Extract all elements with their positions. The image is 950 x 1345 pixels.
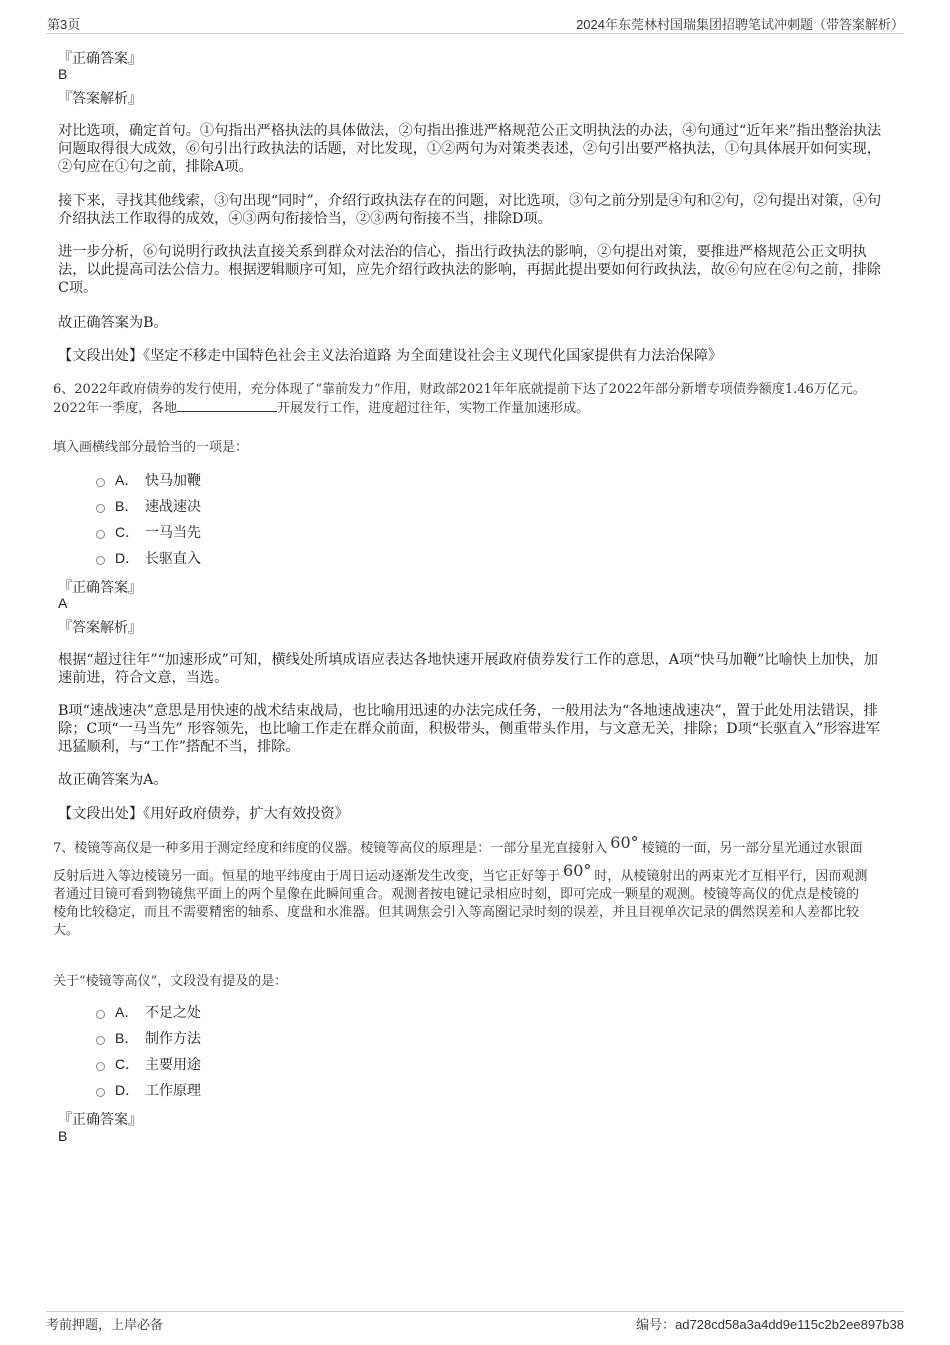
question-text-line: 7、棱镜等高仪是一种多用于测定经度和纬度的仪器。棱镜等高仪的原理是：一部分星光直接射入 60° 棱镜的一面，另一部分星光通过水银面 bbox=[53, 833, 863, 856]
analysis-label: 『答案解析』 bbox=[58, 620, 142, 636]
analysis-conclusion: 故正确答案为A。 bbox=[58, 772, 168, 788]
source-citation: 【文段出处】《用好政府债券，扩大有效投资》 bbox=[58, 806, 349, 822]
option-d[interactable]: D． 工作原理 bbox=[96, 1080, 201, 1100]
question-6-text bbox=[53, 381, 913, 418]
radio-button[interactable] bbox=[96, 1036, 105, 1045]
option-d[interactable]: D． 长驱直入 bbox=[96, 548, 201, 568]
question-text-line: 棱角比较稳定，而且不需要精密的轴系、度盘和水准器。但其调焦会引入等高圈记录时刻的误差，并且目视单次记录的偶然误差和人差都比较 bbox=[53, 905, 860, 920]
analysis-paragraph: 对比选项，确定首句。①句指出严格执法的具体做法，②句指出推进严格规范公正文明执法的办法，④句通过“近年来”指出整治执法问题取得很大成效，⑥句引出行政执法的话题，对比发现，①②两句为对策类表述，②句引出要严格执法，①句具体展开如何实现，②句应在①句之前，排除A项。 bbox=[58, 123, 882, 175]
fill-blank bbox=[177, 399, 277, 412]
document-title: 2024年东莞林村国瑞集团招聘笔试冲刺题（带答案解析） bbox=[576, 17, 904, 32]
analysis-paragraph: 进一步分析，⑥句说明行政执法直接关系到群众对法治的信心，指出行政执法的影响，②句提出对策，要推进严格规范公正文明执法，以此提高司法公信力。根据逻辑顺序可知，应先介绍行政执法的影响，再据此提出要如何行政执法，故⑥句应在②句之前，排除C项。 bbox=[58, 244, 881, 296]
option-a[interactable]: A． 不足之处 bbox=[96, 1002, 201, 1022]
question-text-line: 者通过目镜可看到物镜焦平面上的两个星像在此瞬间重合。观测者按电键记录相应时刻，即可完成一颗星的观测。棱镜等高仪的优点是棱镜的 bbox=[53, 887, 860, 902]
question-prompt: 填入画横线部分最恰当的一项是： bbox=[53, 440, 249, 455]
page-number: 第3页 bbox=[47, 17, 81, 32]
question-text-line: 反射后进入等边棱镜另一面。恒星的地平纬度由于周日运动逐渐发生改变，当它正好等于 60° 时，从棱镜射出的两束光才互相平行，因而观测 bbox=[53, 861, 868, 884]
radio-button[interactable] bbox=[96, 1010, 105, 1019]
correct-answer-value: B bbox=[58, 1128, 68, 1144]
source-citation: 【文段出处】《坚定不移走中国特色社会主义法治道路 为全面建设社会主义现代化国家提供有力法治保障》 bbox=[58, 348, 723, 364]
document-id: 编号：ad728cd58a3a4dd9e115c2b2ee897b38 bbox=[636, 1317, 904, 1332]
correct-answer-label: 『正确答案』 bbox=[58, 580, 142, 596]
footer-slogan: 考前押题，上岸必备 bbox=[46, 1317, 164, 1332]
radio-button[interactable] bbox=[96, 504, 105, 513]
question-text-line: 大。 bbox=[53, 923, 80, 938]
correct-answer-value: B bbox=[58, 66, 68, 82]
option-c[interactable]: C． 主要用途 bbox=[96, 1054, 201, 1074]
analysis-paragraph: 根据“超过往年”“加速形成”可知，横线处所填成语应表达各地快速开展政府债券发行工作的意思，A项“快马加鞭”比喻快上加快，加速前进，符合文意，当选。 bbox=[58, 652, 878, 686]
correct-answer-label: 『正确答案』 bbox=[58, 51, 142, 67]
analysis-conclusion: 故正确答案为B。 bbox=[58, 315, 168, 331]
degree-value: 60° bbox=[563, 861, 592, 880]
question-7-text bbox=[53, 833, 913, 940]
question-prompt: 关于“棱镜等高仪”，文段没有提及的是： bbox=[53, 974, 288, 989]
radio-button[interactable] bbox=[96, 530, 105, 539]
degree-value: 60° bbox=[610, 833, 639, 852]
analysis-label: 『答案解析』 bbox=[58, 91, 142, 107]
footer-divider bbox=[46, 1311, 904, 1312]
correct-answer-value: A bbox=[58, 595, 68, 611]
header-divider bbox=[46, 33, 904, 34]
radio-button[interactable] bbox=[96, 478, 105, 487]
radio-button[interactable] bbox=[96, 556, 105, 565]
question-text-line: 6、2022年政府债券的发行使用，充分体现了“靠前发力”作用，财政部2021年年底就提前下达了2022年部分新增专项债券额度1.46万亿元。 bbox=[53, 382, 866, 397]
analysis-paragraph: B项“速战速决”意思是用快速的战术结束战局，也比喻用迅速的办法完成任务，一般用法为“各地速战速决”，置于此处用法错误，排除；C项“一马当先” 形容领先，也比喻工作走在群众前面，积极带头，侧重带头作用，与文意无关，排除；D项“长驱直入”形容进军迅猛顺利，与“工作”搭配不当，排除。 bbox=[58, 703, 880, 755]
radio-button[interactable] bbox=[96, 1088, 105, 1097]
correct-answer-label: 『正确答案』 bbox=[58, 1112, 142, 1128]
question-text-line: 2022年一季度，各地 开展发行工作，进度超过往年，实物工作量加速形成。 bbox=[53, 401, 590, 416]
option-b[interactable]: B． 制作方法 bbox=[96, 1028, 201, 1048]
option-c[interactable]: C． 一马当先 bbox=[96, 522, 201, 542]
radio-button[interactable] bbox=[96, 1062, 105, 1071]
option-a[interactable]: A． 快马加鞭 bbox=[96, 470, 201, 490]
analysis-paragraph: 接下来，寻找其他线索，③句出现“同时”，介绍行政执法存在的问题，对比选项，③句之前分别是④句和②句，②句提出对策，④句介绍执法工作取得的成效，④③两句衔接恰当，②③两句衔接不当，排除D项。 bbox=[58, 193, 882, 227]
option-b[interactable]: B． 速战速决 bbox=[96, 496, 201, 516]
